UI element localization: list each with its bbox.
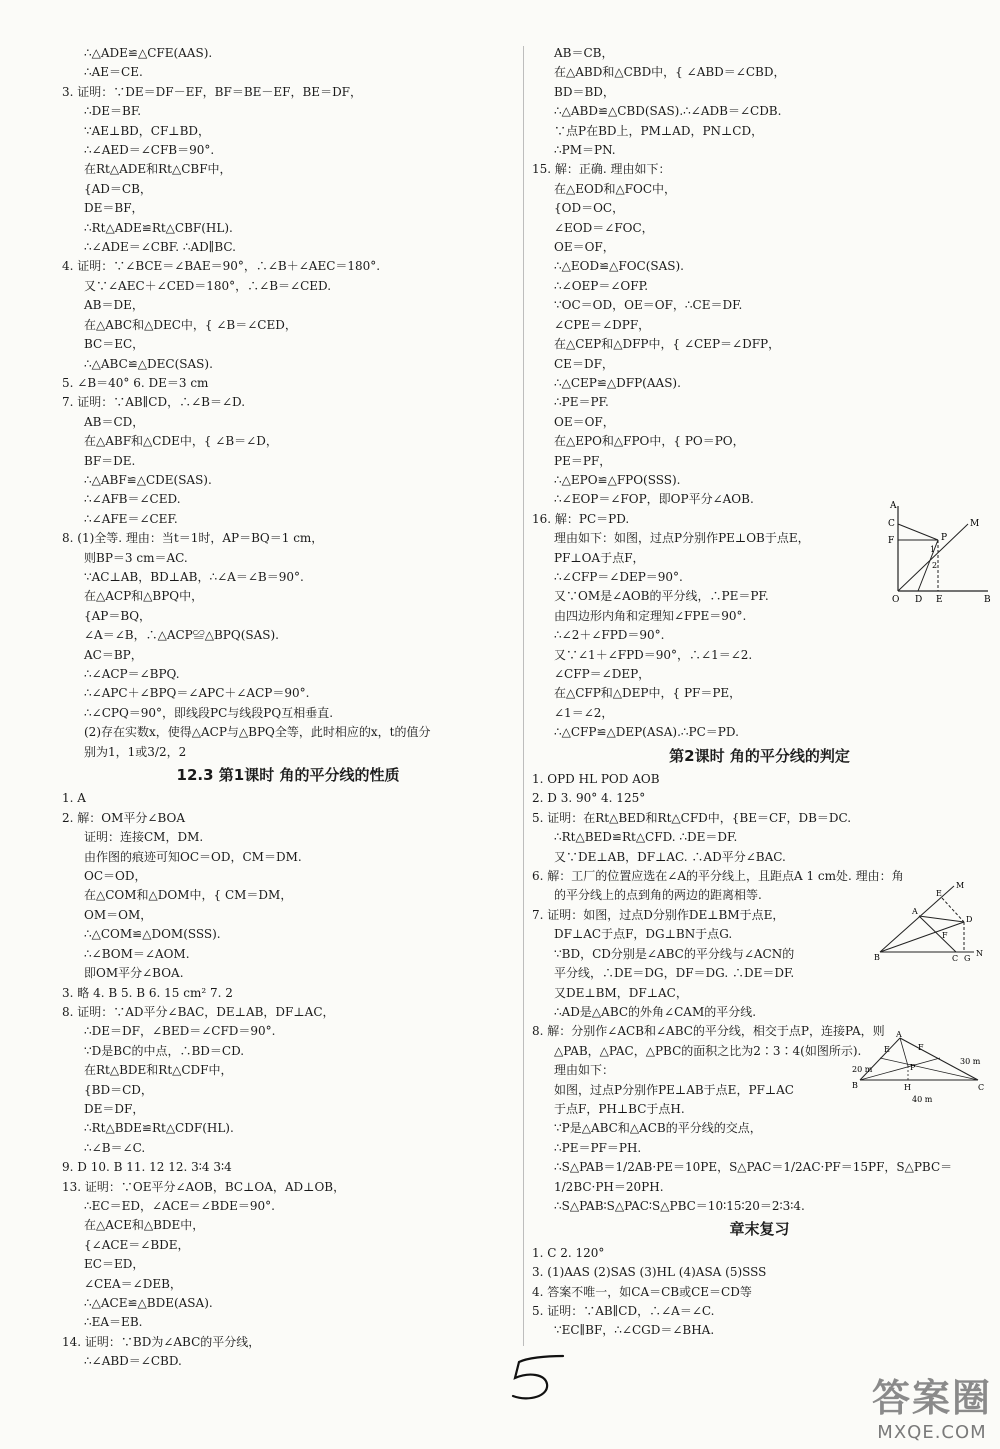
answer-line: 7. 证明：∵AB∥CD，∴∠B＝∠D.: [62, 395, 246, 410]
answer-line: BD＝BD，: [554, 84, 615, 99]
answer-line: ∴∠CPQ＝90°，即线段PC与线段PQ互相垂直.: [84, 705, 334, 720]
answer-line: 3. 略 4. B 5. B 6. 15 cm² 7. 2: [62, 985, 233, 1000]
answer-line: ∴PM＝PN.: [554, 143, 616, 158]
answer-line: ∴△EOD≌△FOC(SAS).: [554, 259, 684, 274]
answer-line: 又DE⊥BM，DF⊥AC，: [554, 985, 688, 1000]
figure-8: [852, 1030, 987, 1105]
answer-line: ∴∠ACP＝∠BPQ.: [84, 667, 180, 681]
answer-line: ∵P是△ABC和△ACB的平分线的交点，: [554, 1121, 762, 1136]
answer-line: 在△ACE和△BDE中，: [84, 1218, 205, 1233]
fig7-label-n: N: [976, 949, 983, 958]
answer-line: 的平分线上的点到角的两边的距离相等.: [554, 888, 762, 903]
answer-line: 于点F，PH⊥BC于点H.: [554, 1101, 685, 1116]
answer-line: ∴△COM≌△DOM(SSS).: [84, 927, 221, 942]
fig8-label-30m: 30 m: [960, 1057, 981, 1066]
answer-line: 14. 证明：∵BD为∠ABC的平分线，: [62, 1334, 261, 1349]
answer-line: ∴S△PAB＝1/2AB·PE＝10PE，S△PAC＝1/2AC·PF＝15PF，S△PBC＝: [554, 1160, 953, 1175]
answer-line: 由四边形内角和定理知∠FPE＝90°.: [554, 608, 747, 623]
answer-line: 平分线，∴DE＝DG，DF＝DG. ∴DE＝DF.: [554, 966, 795, 981]
answer-line: 2. D 3. 90° 4. 125°: [532, 791, 646, 806]
fig8-label-b: B: [852, 1081, 858, 1090]
answer-line: 在△CFP和△DEP中，{ PF＝PE，: [554, 686, 742, 701]
fig16-label-p: P: [941, 533, 948, 543]
answer-line: ∴S△PAB∶S△PAC∶S△PBC＝10∶15∶20＝2∶3∶4.: [554, 1198, 805, 1213]
answer-line: 16. 解：PC＝PD.: [532, 511, 630, 526]
watermark: [872, 1367, 992, 1443]
answer-line: 1. A: [62, 791, 86, 806]
answer-line: ∵AC⊥AB，BD⊥AB，∴∠A＝∠B＝90°.: [84, 569, 304, 584]
answer-line: 3. (1)AAS (2)SAS (3)HL (4)ASA (5)SSS: [532, 1265, 767, 1280]
figure-7: [874, 880, 986, 962]
answer-line: ∴△CEP≌△DFP(AAS).: [554, 375, 681, 390]
fig16-label-m: M: [970, 519, 980, 529]
answer-line: △PAB，△PAC，△PBC的面积之比为2∶3∶4(如图所示).: [554, 1043, 862, 1058]
answer-line: 又∵OM是∠AOB的平分线，∴PE＝PF.: [554, 589, 769, 604]
answer-line: ∴∠BOM＝∠AOM.: [84, 946, 190, 961]
answer-line: OE＝OF，: [554, 414, 615, 429]
answer-line: AB＝CB，: [554, 46, 614, 60]
answer-line: ∴DE＝BF.: [84, 104, 142, 119]
answer-line: 6. 解：工厂的位置应选在∠A的平分线上，且距点A 1 cm处. 理由：角: [532, 869, 904, 884]
answer-line: ∴∠B＝∠C.: [84, 1140, 146, 1155]
answer-line: 在△COM和△DOM中，{ CM＝DM，: [84, 888, 293, 903]
answer-line: 在Rt△ADE和Rt△CBF中，: [84, 162, 232, 177]
fig16-label-o: O: [892, 595, 900, 605]
answer-line: OM＝OM，: [84, 907, 153, 922]
section-heading: 章末复习: [729, 1220, 790, 1239]
fig7-label-g: G: [964, 954, 971, 962]
answer-line: AC＝BP，: [84, 647, 143, 662]
answer-line: 1/2BC·PH＝20PH.: [554, 1179, 664, 1194]
answer-line: AB＝DE，: [84, 298, 144, 313]
answer-line: 5. 证明：在Rt△BED和Rt△CFD中，{BE＝CF，DB＝DC.: [532, 810, 852, 825]
answer-line: ∴∠OEP＝∠OFP.: [554, 278, 649, 293]
answer-line: 即OM平分∠BOA.: [84, 966, 184, 981]
answer-line: 则BP＝3 cm＝AC.: [84, 550, 188, 565]
answer-line: ∴△ADE≌△CFE(AAS).: [84, 46, 213, 60]
answer-line: ∴AE＝CE.: [84, 65, 143, 80]
answer-line: 理由如下：: [554, 1063, 615, 1078]
answer-line: ∠1＝∠2，: [554, 705, 614, 720]
answer-line: 又∵∠AEC＋∠CED＝180°，∴∠B＝∠CED.: [84, 278, 332, 293]
answer-line: ∠CEA＝∠DEB，: [84, 1276, 182, 1291]
answer-line: 2. 解：OM平分∠BOA: [62, 810, 185, 825]
answer-line: ∵BD，CD分别是∠ABC的平分线与∠ACN的: [554, 946, 795, 961]
fig8-label-40m: 40 m: [912, 1095, 933, 1104]
answer-line: ∴△ACE≌△BDE(ASA).: [84, 1296, 213, 1310]
section-heading: 第2课时 角的平分线的判定: [669, 746, 850, 765]
answer-line: ∴∠EOP＝∠FOP，即OP平分∠AOB.: [554, 492, 754, 507]
answer-line: AB＝CD，: [84, 414, 145, 429]
answer-line: 别为1，1或3/2，2: [84, 744, 187, 759]
answer-line: ∴Rt△ADE≌Rt△CBF(HL).: [84, 220, 233, 235]
answer-line: 理由如下：如图，过点P分别作PE⊥OB于点E，: [554, 531, 810, 546]
answer-line: ∴PE＝PF.: [554, 395, 609, 410]
answer-line: ∠CPE＝∠DPF，: [554, 317, 651, 332]
answer-line: ∵AE⊥BD，CF⊥BD，: [84, 123, 211, 138]
answer-line: ∴PE＝PF＝PH.: [554, 1140, 642, 1155]
answer-line: 在△CEP和△DFP中，{ ∠CEP＝∠DFP，: [554, 337, 781, 352]
answer-line: ∴△ABF≌△CDE(SAS).: [84, 472, 212, 487]
answer-line: ∵OC＝OD，OE＝OF，∴CE＝DF.: [554, 298, 743, 313]
answer-line: DE＝DF，: [84, 1101, 145, 1116]
answer-line: 1. OPD HL POD AOB: [532, 772, 660, 787]
answer-line: ∴∠ABD＝∠CBD.: [84, 1354, 182, 1369]
watermark-url: MXQE.COM: [877, 1422, 987, 1443]
answer-line: 4. 答案不唯一，如CA＝CB或CE＝CD等: [532, 1284, 752, 1299]
answer-line: 又∵DE⊥AB，DF⊥AC. ∴AD平分∠BAC.: [554, 849, 786, 864]
fig16-label-2: 2: [932, 561, 938, 570]
answer-line: OC＝OD，: [84, 869, 147, 884]
answer-line: 3. 证明：∵DE＝DF－EF，BF＝BE－EF，BE＝DF，: [62, 84, 363, 99]
answer-line: {OD＝OC，: [554, 201, 625, 216]
answer-line: 8. (1)全等. 理由：当t＝1时，AP＝BQ＝1 cm，: [62, 531, 324, 546]
answer-line: PF⊥OA于点F，: [554, 550, 645, 565]
answer-line: OE＝OF，: [554, 240, 615, 255]
answer-line: 1. C 2. 120°: [532, 1245, 605, 1260]
answer-line: 13. 证明：∵OE平分∠AOB，BC⊥OA，AD⊥OB，: [62, 1179, 346, 1194]
answer-line: 5. ∠B＝40° 6. DE＝3 cm: [62, 375, 209, 390]
answer-line: 在△ACP和△BPQ中，: [84, 589, 204, 604]
fig7-label-e: E: [936, 889, 942, 898]
answer-line: ∴AD是△ABC的外角∠CAM的平分线.: [554, 1004, 757, 1019]
answer-line: ∵EC∥BF，∴∠CGD＝∠BHA.: [554, 1323, 715, 1338]
answer-line: ∴∠AFE＝∠CEF.: [84, 511, 178, 526]
answer-line: EC＝ED，: [84, 1257, 145, 1272]
answer-line: ∠EOD＝∠FOC，: [554, 220, 654, 235]
fig8-label-a: A: [896, 1030, 902, 1039]
answer-line: 证明：连接CM，DM.: [84, 830, 204, 845]
answer-line: 在△ABF和△CDE中，{ ∠B＝∠D，: [84, 434, 278, 449]
answer-line: 又∵∠1＋∠FPD＝90°，∴∠1＝∠2.: [554, 647, 753, 662]
fig16-label-e: E: [936, 595, 943, 605]
answer-line: 在△ABD和△CBD中，{ ∠ABD＝∠CBD，: [554, 65, 786, 80]
answer-line: {AP＝BQ，: [84, 608, 152, 623]
handwritten-signature: [505, 1350, 575, 1410]
answer-line: ∴△ABD≌△CBD(SAS).∴∠ADB＝∠CDB.: [554, 104, 782, 119]
fig16-label-c: C: [888, 519, 895, 529]
answer-line: ∴DE＝DF，∠BED＝∠CFD＝90°.: [84, 1024, 276, 1039]
answer-line: ∴△CFP≌△DEP(ASA).∴PC＝PD.: [554, 725, 739, 740]
answer-line: 5. 证明：∵AB∥CD，∴∠A＝∠C.: [532, 1304, 715, 1318]
answer-line: ∴∠AED＝∠CFB＝90°.: [84, 143, 215, 158]
left-column: [62, 44, 514, 1372]
answer-line: ∴△ABC≌△DEC(SAS).: [84, 356, 213, 371]
answer-line: DF⊥AC于点F，DG⊥BN于点G.: [554, 927, 733, 942]
answer-line: CE＝DF，: [554, 356, 614, 371]
answer-line: {∠ACE＝∠BDE，: [84, 1237, 190, 1252]
answer-line: ∵D是BC的中点，∴BD＝CD.: [84, 1043, 245, 1058]
answer-line: BC＝EC，: [84, 337, 145, 352]
answer-line: 在△EOD和△FOC中，: [554, 181, 677, 196]
answer-line: PE＝PF，: [554, 453, 612, 468]
answer-line: 在△EPO和△FPO中，{ PO＝PO，: [554, 434, 745, 449]
fig7-label-d: D: [966, 915, 973, 924]
fig16-label-1: 1: [930, 545, 936, 554]
fig16-label-f: F: [888, 536, 895, 546]
answer-line: ∴∠2＋∠FPD＝90°.: [554, 628, 665, 643]
answer-line: {BD＝CD，: [84, 1082, 153, 1097]
fig16-label-d: D: [915, 595, 923, 605]
answer-line: 由作图的痕迹可知OC＝OD，CM＝DM.: [84, 849, 302, 864]
fig8-label-h: H: [904, 1083, 911, 1092]
answer-line: ∵点P在BD上，PM⊥AD，PN⊥CD，: [554, 123, 764, 138]
answer-line: 如图，过点P分别作PE⊥AB于点E，PF⊥AC: [554, 1082, 794, 1097]
figure-16: [880, 496, 995, 606]
watermark-logo-text: 答案圈: [871, 1376, 992, 1420]
answer-line: ∴Rt△BED≌Rt△CFD. ∴DE＝DF.: [554, 830, 738, 845]
answer-line: ∴∠AFB＝∠CED.: [84, 492, 181, 507]
answer-line: 8. 证明：∵AD平分∠BAC，DE⊥AB，DF⊥AC，: [62, 1004, 335, 1019]
answer-line: (2)存在实数x，使得△ACP与△BPQ全等，此时相应的x，t的值分: [84, 725, 431, 740]
answer-line: ∴∠CFP＝∠DEP＝90°.: [554, 569, 683, 584]
answer-line: ∠A＝∠B，∴△ACP≌△BPQ(SAS).: [84, 628, 279, 643]
fig7-label-c: C: [952, 954, 959, 962]
answer-line: 7. 证明：如图，过点D分别作DE⊥BM于点E，: [532, 907, 785, 922]
fig16-label-b: B: [984, 595, 991, 605]
fig8-label-f: F: [918, 1043, 924, 1052]
fig8-label-p: P: [910, 1063, 916, 1072]
column-divider: [523, 46, 524, 1346]
answer-line: 在Rt△BDE和Rt△CDF中，: [84, 1063, 233, 1078]
section-heading: 12.3 第1课时 角的平分线的性质: [176, 766, 400, 785]
right-column: [532, 44, 987, 1341]
answer-line: ∴EA＝EB.: [84, 1315, 143, 1330]
fig16-label-a: A: [890, 501, 897, 511]
answer-line: ∴∠APC＋∠BPQ＝∠APC＋∠ACP＝90°.: [84, 686, 310, 701]
fig7-label-b: B: [874, 953, 880, 962]
answer-line: ∴Rt△BDE≌Rt△CDF(HL).: [84, 1121, 234, 1136]
answer-line: ∴∠ADE＝∠CBF. ∴AD∥BC.: [84, 240, 236, 255]
answer-line: 4. 证明：∵∠BCE＝∠BAE＝90°，∴∠B＋∠AEC＝180°.: [62, 259, 381, 274]
answer-line: 在△ABC和△DEC中，{ ∠B＝∠CED，: [84, 317, 297, 332]
answer-line: ∴△EPO≌△FPO(SSS).: [554, 472, 681, 487]
answer-line: DE＝BF，: [84, 201, 144, 216]
answer-line: BF＝DE.: [84, 453, 136, 468]
answer-line: {AD＝CB，: [84, 181, 152, 196]
fig8-label-c: C: [978, 1083, 985, 1092]
answer-line: 8. 解：分别作∠ACB和∠ABC的平分线，相交于点P，连接PA，则: [532, 1024, 885, 1039]
answer-line: 9. D 10. B 11. 12 12. 3∶4 3∶4: [62, 1160, 232, 1175]
fig7-label-a: A: [912, 907, 918, 916]
fig7-label-f: F: [942, 931, 948, 940]
fig8-label-20m: 20 m: [852, 1065, 873, 1074]
fig7-label-m: M: [956, 881, 965, 890]
answer-line: ∴EC＝ED，∠ACE＝∠BDE＝90°.: [84, 1198, 275, 1213]
answer-line: 15. 解：正确. 理由如下：: [532, 162, 671, 177]
fig8-label-e: E: [884, 1045, 890, 1054]
answer-line: ∠CFP＝∠DEP，: [554, 667, 651, 681]
